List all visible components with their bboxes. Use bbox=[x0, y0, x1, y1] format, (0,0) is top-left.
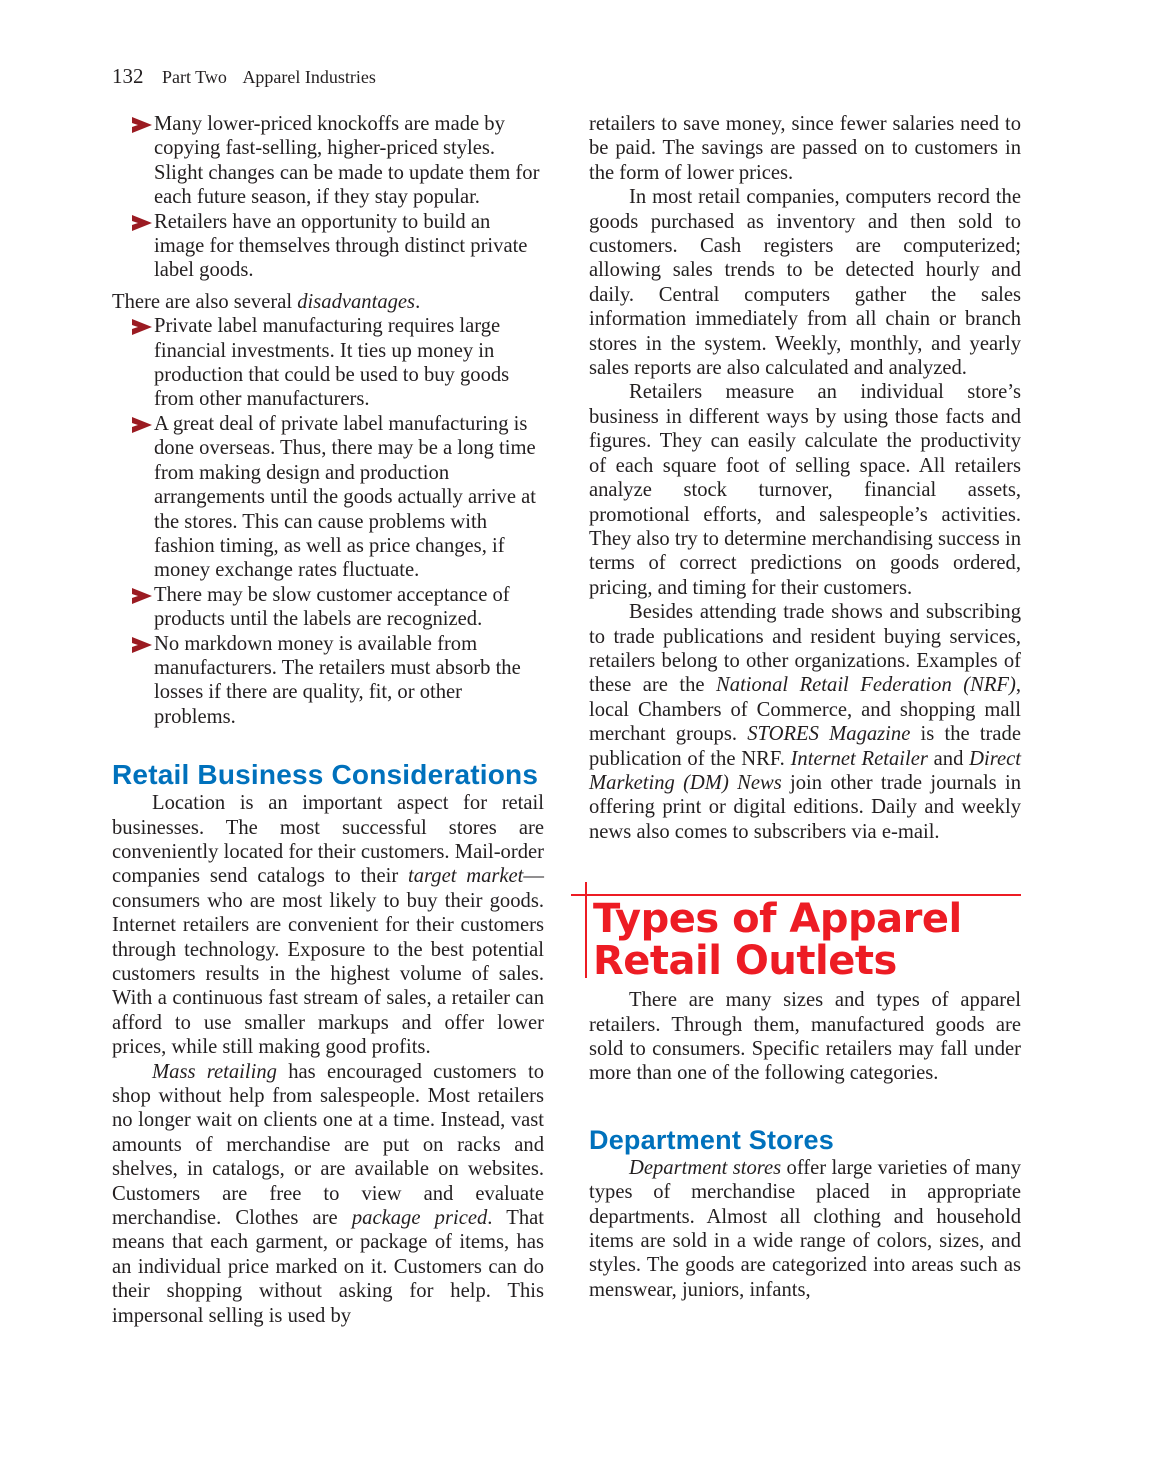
paragraph-department-stores: Department stores offer large varieties of many types of merchandise placed in appropriate departments. Almost all clothing and household items are sold in a wide range of colors, sizes, and styles. The goods are categorized into areas such as menswear, juniors, infants, bbox=[589, 1156, 1021, 1301]
running-head bbox=[112, 64, 376, 89]
list-item: There may be slow customer acceptance of products until the labels are recognized. bbox=[112, 583, 544, 632]
disadvantages-intro: There are also several disadvantages. bbox=[112, 290, 421, 313]
paragraph-besides: Besides attending trade shows and subscribing to trade publications and resident buying services, retailers belong to other organizations. Examples of these are the National Retail Federation (NRF), local Chambers of Commerce, and shopping mall merchant groups. STORES Magazine is the trade publication of the NRF. Internet Retailer and Direct Marketing (DM) News join other trade journals in offering print or digital editions. Daily and weekly news also comes to subscribers via e-mail. bbox=[589, 601, 1021, 843]
list-item: A great deal of private label manufacturing is done overseas. Thus, there may be a long time from making design and production arrangements until the goods actually arrive at the stores. This can cause problems with fashion timing, as well as price changes, if money exchange rates fluctuate. bbox=[112, 412, 544, 583]
page-number: 132 bbox=[112, 64, 144, 88]
arrow-bullet-icon bbox=[132, 637, 152, 653]
arrow-bullet-icon bbox=[132, 215, 152, 231]
section-label: Apparel Industries bbox=[242, 67, 376, 87]
heading-types-of-apparel-retail-outlets: Types of Apparel Retail Outlets bbox=[593, 896, 962, 985]
arrow-bullet-icon bbox=[132, 588, 152, 604]
part-label: Part Two bbox=[162, 67, 227, 87]
heading-department-stores: Department Stores bbox=[589, 1124, 834, 1155]
advantages-list bbox=[112, 112, 544, 283]
left-column bbox=[112, 112, 544, 1328]
section-heading-block bbox=[589, 882, 1021, 985]
heading-rule-vertical bbox=[585, 882, 587, 978]
right-column bbox=[589, 112, 1021, 1302]
paragraph-computers: In most retail companies, computers record the goods purchased as inventory and then sold to customers. Cash registers are computerized; allowing sales trends to be detected hourly and daily. Central computers gather the sales information immediately from all chain or branch stores in the system. Weekly, monthly, and yearly sales reports are also calculated and analyzed. bbox=[589, 186, 1021, 380]
paragraph-location: Location is an important aspect for retail businesses. The most successful stores are conveniently located for their customers. Mail-order companies send catalogs to their target market—consumers who are most likely to buy their goods. Internet retailers are convenient for their customers through technology. Exposure to the best potential customers results in the highest volume of sales. With a continuous fast stream of sales, a retailer can afford to use smaller markups and offer lower prices, while still making good profits. bbox=[112, 792, 544, 1059]
list-item: Retailers have an opportunity to build an image for themselves through distinct private label goods. bbox=[112, 210, 544, 283]
paragraph-types: There are many sizes and types of apparel retailers. Through them, manufactured goods are sold to consumers. Specific retailers may fall under more than one of the following categories. bbox=[589, 989, 1021, 1085]
heading-rule-horizontal bbox=[571, 894, 1021, 896]
list-item: Many lower-priced knockoffs are made by copying fast-selling, higher-priced styles. Slight changes can be made to update them for each future season, if they stay popular. bbox=[112, 112, 544, 210]
heading-retail-business-considerations: Retail Business Considerations bbox=[112, 759, 539, 791]
disadvantages-list bbox=[112, 314, 544, 729]
arrow-bullet-icon bbox=[132, 417, 152, 433]
arrow-bullet-icon bbox=[132, 319, 152, 335]
list-item: No markdown money is available from manufacturers. The retailers must absorb the losses if there are quality, fit, or other problems. bbox=[112, 632, 544, 730]
paragraph-mass-retailing: Mass retailing has encouraged customers to shop without help from salespeople. Most retailers no longer wait on clients one at a time. Instead, vast amounts of merchandise are put on racks and shelves, in catalogs, or are available on websites. Customers are free to view and evaluate merchandise. Clothes are package priced. That means that each garment, or package of items, has an individual price marked on it. Customers can do their shopping without asking for help. This impersonal selling is used by bbox=[112, 1060, 544, 1327]
paragraph-measure: Retailers measure an individual store’s business in different ways by using those facts and figures. They can easily calculate the productivity of each square foot of selling space. All retailers analyze stock turnover, financial assets, promotional efforts, and salespeople’s activities. They also try to determine merchandising success in terms of correct predictions on goods ordered, pricing, and timing for their customers. bbox=[589, 381, 1021, 599]
paragraph-continued: retailers to save money, since fewer salaries need to be paid. The savings are passed on to customers in the form of lower prices. bbox=[589, 113, 1021, 184]
list-item: Private label manufacturing requires large financial investments. It ties up money in production that could be used to buy goods from other manufacturers. bbox=[112, 314, 544, 412]
arrow-bullet-icon bbox=[132, 117, 152, 133]
